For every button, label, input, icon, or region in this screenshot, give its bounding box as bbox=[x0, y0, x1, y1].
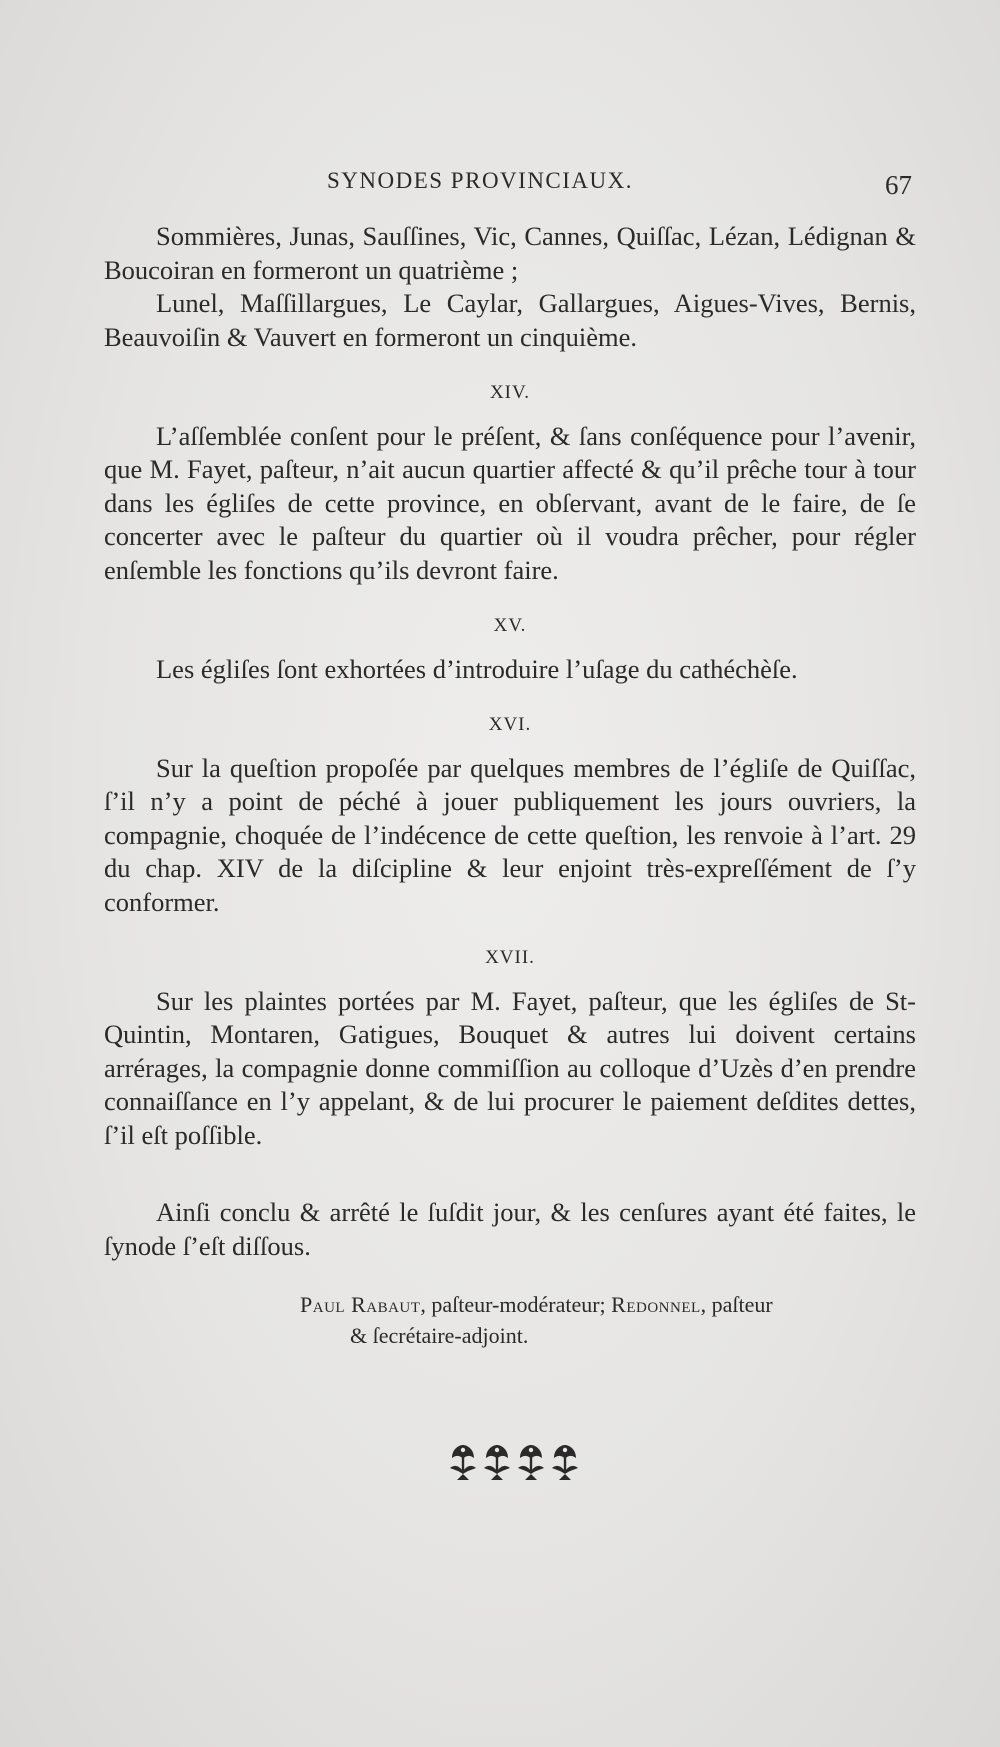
paragraph-xiv: L’aſſemblée conſent pour le préſent, & ſans conſéquence pour l’avenir, que M. Fayet, paſteur, n’ait aucun quartier affecté & qu’il prêche tour à tour dans les égliſes de cette province, en obſervant, avant de le faire, de ſe concerter avec le paſteur du quartier où il voudra prêcher, pour régler enſemble les fonctions qu’ils devront faire. bbox=[104, 420, 916, 585]
page-number: 67 bbox=[885, 170, 912, 200]
signature-block bbox=[104, 1289, 916, 1351]
signature-name-secretary: Redonnel bbox=[611, 1292, 701, 1317]
paragraph-district-five: Lunel, Maſſillargues, Le Caylar, Gallargues, Aigues-Vives, Bernis, Beauvoiſin & Vauvert en formeront un cinquième. bbox=[104, 288, 916, 352]
section-number-xiv: XIV. bbox=[489, 382, 531, 403]
fleuron-ornament-icon bbox=[446, 1440, 582, 1484]
paragraph-xvi: Sur la queſtion propoſée par quelques membres de l’égliſe de Quiſſac, ſ’il n’y a point de péché à jouer publiquement les jours ouvriers, la compagnie, choquée de l’indécence de cette queſtion, les renvoie à l’art. 29 du chap. XIV de la diſcipline & leur enjoint très-expreſſément de ſ’y conformer. bbox=[104, 752, 916, 917]
body-text bbox=[104, 220, 916, 1351]
paragraph-district-four: Sommières, Junas, Sauſſines, Vic, Cannes, Quiſſac, Lézan, Lédignan & Boucoiran en formeront un quatrième ; bbox=[104, 221, 916, 285]
running-title: SYNODES PROVINCIAUX. bbox=[326, 168, 634, 193]
page-header bbox=[0, 168, 1000, 208]
paragraph-xvii: Sur les plaintes portées par M. Fayet, paſteur, que les égliſes de St-Quintin, Montaren, Gatigues, Bouquet & autres lui doivent certains arrérages, la compagnie donne commiſſion au colloque d’Uzès d’en prendre connaiſſance en l’y appelant, & de lui procurer le paiement deſdites dettes, ſ’il eſt poſſible. bbox=[104, 985, 916, 1150]
signature-role-secretary: , paſteur bbox=[700, 1292, 773, 1317]
section-number-xvi: XVI. bbox=[488, 714, 532, 735]
section-number-xv: XV. bbox=[493, 615, 527, 636]
signature-role-moderator: , paſteur-modérateur; bbox=[420, 1292, 612, 1317]
signature-line-2: & ſecrétaire-adjoint. bbox=[350, 1323, 529, 1348]
paragraph-conclusion: Ainſi conclu & arrêté le ſuſdit jour, & les cenſures ayant été faites, le ſynode ſ’eſt diſſous. bbox=[104, 1197, 916, 1261]
signature-name-moderator: Paul Rabaut bbox=[300, 1292, 421, 1317]
section-number-xvii: XVII. bbox=[485, 947, 535, 968]
paragraph-xv: Les égliſes ſont exhortées d’introduire l’uſage du cathéchèſe. bbox=[156, 653, 798, 684]
signature-line-1 bbox=[300, 1289, 886, 1320]
